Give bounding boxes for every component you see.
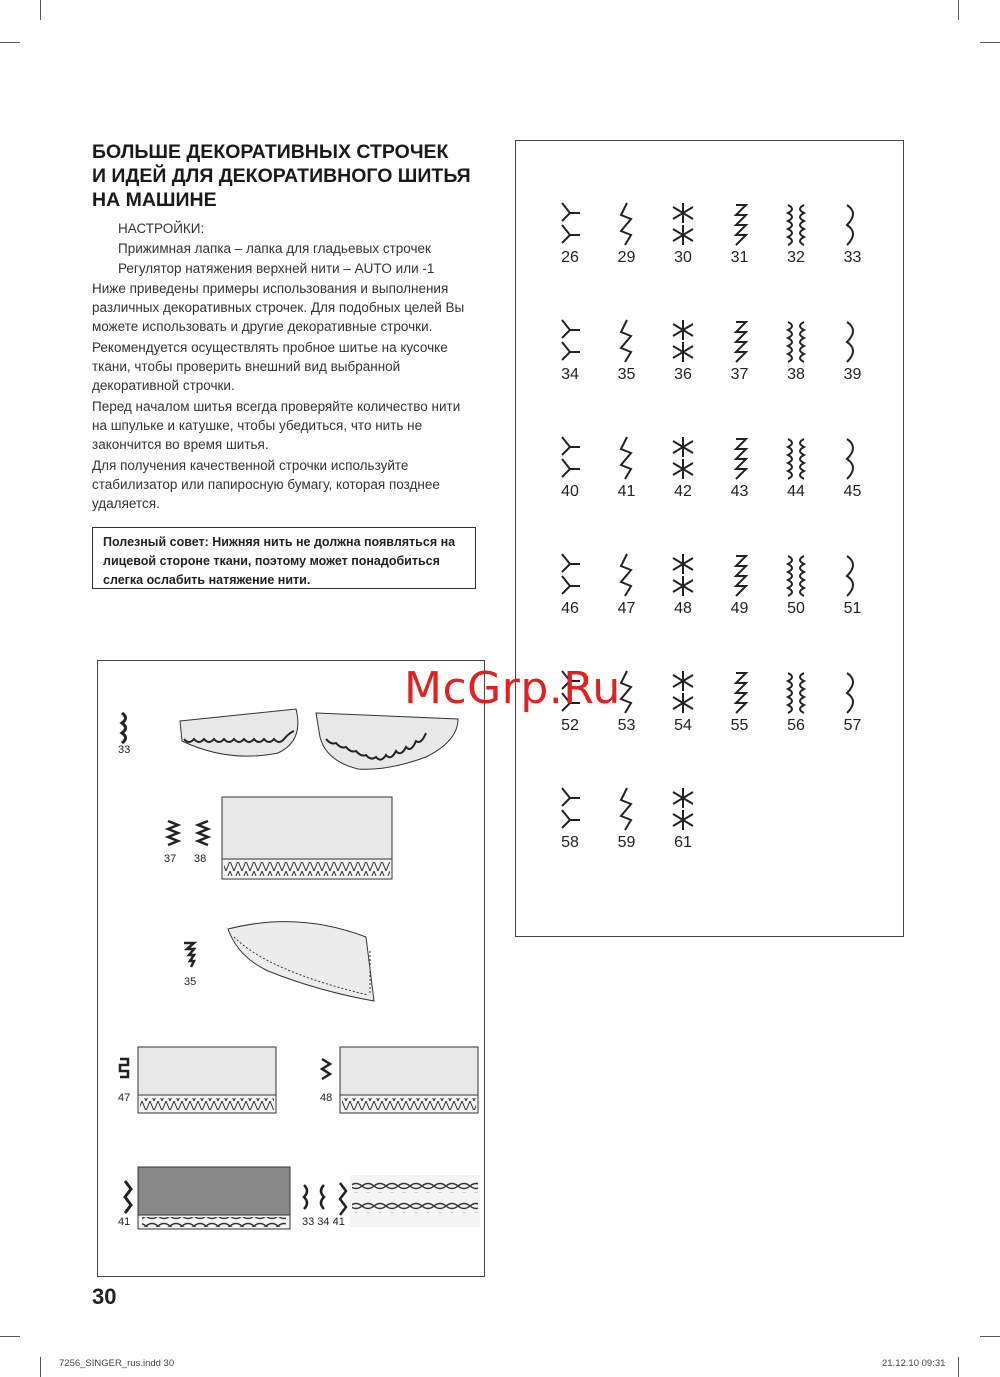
stitch-icon xyxy=(780,435,812,481)
stitch-icon xyxy=(780,669,812,715)
title-line: НА МАШИНЕ xyxy=(92,189,217,211)
stitch-number: 61 xyxy=(674,834,692,851)
stitch-icon xyxy=(837,318,869,364)
stitch-55 xyxy=(712,669,768,749)
stitch-icon xyxy=(837,552,869,598)
scallop-sample xyxy=(122,709,458,769)
stitch-54 xyxy=(655,669,711,749)
stitch-icon xyxy=(554,435,586,481)
stitch-33 xyxy=(825,201,881,281)
label-combo: 33 34 41 xyxy=(302,1216,345,1228)
stitch-number: 35 xyxy=(617,366,636,383)
stitch-number: 59 xyxy=(617,834,636,851)
stitch-number: 52 xyxy=(561,717,579,734)
stitch-48 xyxy=(655,552,711,632)
stitch-number: 51 xyxy=(843,600,862,617)
stitch-number: 41 xyxy=(617,483,636,500)
stitch-number: 39 xyxy=(843,366,862,383)
stitch-61 xyxy=(655,786,711,866)
stitch-icon xyxy=(611,318,643,364)
paragraph-thread: Перед началом шитья всегда проверяйте количество нити на шпульке и катушке, чтобы убедиться, что нить не закончится во время шитья. xyxy=(92,399,461,452)
stitch-number: 43 xyxy=(730,483,749,500)
stitch-26 xyxy=(542,201,598,281)
stitch-icon xyxy=(554,318,586,364)
stitch-number: 36 xyxy=(674,366,692,383)
stitch-47 xyxy=(599,552,655,632)
stitch-number: 56 xyxy=(787,717,805,734)
crop-mark xyxy=(958,1357,959,1377)
stitch-icon xyxy=(554,552,586,598)
stitch-number: 58 xyxy=(561,834,579,851)
stitch-number: 34 xyxy=(561,366,579,383)
stitch-icon xyxy=(724,201,756,247)
stitch-35 xyxy=(599,318,655,398)
page-number: 30 xyxy=(92,1284,117,1309)
stitch-30 xyxy=(655,201,711,281)
label-41: 41 xyxy=(118,1216,131,1228)
stitch-29 xyxy=(599,201,655,281)
stitch-number: 37 xyxy=(730,366,749,383)
crop-mark xyxy=(958,0,959,20)
stitch-45 xyxy=(825,435,881,515)
stitch-number: 32 xyxy=(787,249,805,266)
stitch-number: 44 xyxy=(787,483,805,500)
stitch-icon xyxy=(611,552,643,598)
stitch-42 xyxy=(655,435,711,515)
stitch-icon xyxy=(780,201,812,247)
stitch-icon xyxy=(724,435,756,481)
hem-sample xyxy=(120,1047,478,1113)
stitch-56 xyxy=(768,669,824,749)
settings-foot: Прижимная лапка – лапка для гладьевых строчек xyxy=(118,241,431,256)
stitch-icon xyxy=(667,318,699,364)
title-line: БОЛЬШЕ ДЕКОРАТИВНЫХ СТРОЧЕК xyxy=(92,141,449,163)
label-48: 48 xyxy=(320,1092,333,1104)
stitch-icon xyxy=(611,786,643,832)
stitch-43 xyxy=(712,435,768,515)
stitch-number: 29 xyxy=(617,249,636,266)
stitch-31 xyxy=(712,201,768,281)
border-sample xyxy=(168,797,392,879)
stitch-44 xyxy=(768,435,824,515)
stitch-32 xyxy=(768,201,824,281)
tip-box: Полезный совет: Нижняя нить не должна появляться на лицевой стороне ткани, поэтому может понадобиться слегка ослабить натяжение нити. xyxy=(92,527,476,589)
stitch-icon xyxy=(837,669,869,715)
stitch-icon xyxy=(554,786,586,832)
stitch-icon xyxy=(667,669,699,715)
label-38: 38 xyxy=(194,853,207,865)
stitch-panel xyxy=(515,140,904,937)
stitch-number: 55 xyxy=(730,717,749,734)
stitch-50 xyxy=(768,552,824,632)
stitch-number: 31 xyxy=(730,249,749,266)
stitch-icon xyxy=(554,201,586,247)
stitch-number: 54 xyxy=(674,717,692,734)
stitch-icon xyxy=(667,201,699,247)
paragraph-intro: Ниже приведены примеры использования и выполнения различных декоративных строчек. Для подобных целей Вы можете использовать и другие декоративные строчки. xyxy=(92,281,465,334)
stitch-number: 49 xyxy=(730,600,749,617)
stitch-46 xyxy=(542,552,598,632)
stitch-number: 38 xyxy=(787,366,805,383)
crop-mark xyxy=(40,1357,41,1377)
stitch-icon xyxy=(837,201,869,247)
stitch-58 xyxy=(542,786,598,866)
stitch-number: 33 xyxy=(843,249,862,266)
stitch-34 xyxy=(542,318,598,398)
stitch-number: 50 xyxy=(787,600,805,617)
settings-heading: НАСТРОЙКИ: xyxy=(118,221,205,236)
label-47: 47 xyxy=(118,1092,131,1104)
stitch-40 xyxy=(542,435,598,515)
illustration-drawing xyxy=(98,661,486,1278)
stitch-41 xyxy=(599,435,655,515)
stitch-icon xyxy=(724,318,756,364)
stitch-number: 30 xyxy=(674,249,692,266)
stitch-51 xyxy=(825,552,881,632)
stitch-icon xyxy=(611,201,643,247)
stitch-icon xyxy=(611,435,643,481)
stitch-icon xyxy=(780,318,812,364)
stitch-icon xyxy=(667,552,699,598)
settings-tension: Регулятор натяжения верхней нити – AUTO или -1 xyxy=(118,261,435,276)
label-37: 37 xyxy=(164,853,177,865)
stitch-number: 26 xyxy=(561,249,579,266)
label-33: 33 xyxy=(118,744,131,756)
stitch-icon xyxy=(780,552,812,598)
crop-mark xyxy=(0,42,20,43)
paragraph-test: Рекомендуется осуществлять пробное шитье на кусочке ткани, чтобы проверить внешний вид выбранной декоративной строчки. xyxy=(92,340,448,393)
stitch-39 xyxy=(825,318,881,398)
stitch-number: 48 xyxy=(674,600,692,617)
stitch-38 xyxy=(768,318,824,398)
stitch-59 xyxy=(599,786,655,866)
crop-mark xyxy=(980,1336,1000,1337)
stitch-icon xyxy=(724,552,756,598)
crop-mark xyxy=(0,1336,20,1337)
stitch-number: 45 xyxy=(843,483,862,500)
label-35: 35 xyxy=(184,976,197,988)
stitch-icon xyxy=(667,435,699,481)
footer-file: 7256_SINGER_rus.indd 30 xyxy=(59,1358,175,1369)
stitch-number: 53 xyxy=(617,717,636,734)
stitch-icon xyxy=(837,435,869,481)
stitch-number: 42 xyxy=(674,483,692,500)
page-title xyxy=(92,140,502,212)
paragraph-stabilizer: Для получения качественной строчки используйте стабилизатор или папиросную бумагу, которая позднее удаляется. xyxy=(92,458,440,511)
collar-sample xyxy=(184,922,374,1001)
stitch-icon xyxy=(724,669,756,715)
stitch-36 xyxy=(655,318,711,398)
stitch-number: 57 xyxy=(843,717,862,734)
stitch-number: 46 xyxy=(561,600,579,617)
watermark: McGrp.Ru xyxy=(404,663,621,714)
stitch-number: 47 xyxy=(617,600,636,617)
stitch-57 xyxy=(825,669,881,749)
crop-mark xyxy=(40,0,41,20)
stitch-icon xyxy=(667,786,699,832)
title-line: И ИДЕЙ ДЛЯ ДЕКОРАТИВНОГО ШИТЬЯ xyxy=(92,165,471,187)
illustration-panel xyxy=(97,660,485,1277)
footer-date: 21.12.10 09:31 xyxy=(882,1358,946,1369)
settings-block xyxy=(118,219,434,279)
stitch-number: 40 xyxy=(561,483,579,500)
stitch-37 xyxy=(712,318,768,398)
crop-mark xyxy=(980,42,1000,43)
stitch-49 xyxy=(712,552,768,632)
